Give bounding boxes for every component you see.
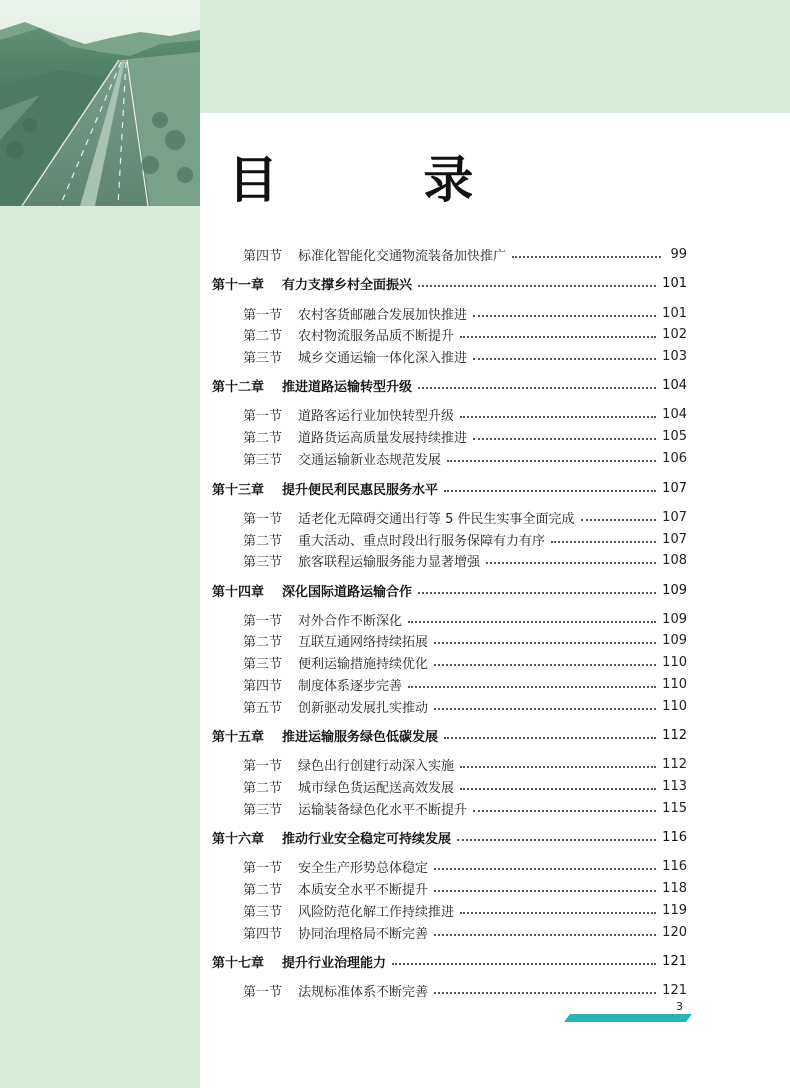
toc-section-row[interactable] bbox=[243, 426, 687, 446]
dot-leader bbox=[447, 460, 656, 462]
dot-leader bbox=[434, 934, 656, 936]
dot-leader bbox=[460, 336, 656, 338]
toc-entry-title: 推进运输服务绿色低碳发展 bbox=[282, 729, 439, 745]
toc-section-row[interactable] bbox=[243, 324, 687, 344]
toc-section-row[interactable] bbox=[243, 922, 687, 942]
toc-chapter-row[interactable] bbox=[212, 951, 687, 971]
dot-leader bbox=[581, 519, 657, 521]
dot-leader bbox=[473, 438, 656, 440]
toc-entry-label: 第一节 bbox=[243, 511, 283, 527]
toc-entry-page: 116 bbox=[662, 829, 687, 845]
dot-leader bbox=[434, 708, 656, 710]
toc-entry-page: 109 bbox=[662, 582, 687, 598]
toc-entry-title: 法规标准体系不断完善 bbox=[298, 984, 429, 1000]
toc-entry-title: 交通运输新业态规范发展 bbox=[298, 452, 442, 468]
toc-entry-title: 推进道路运输转型升级 bbox=[282, 379, 413, 395]
toc-entry-label: 第二节 bbox=[243, 780, 283, 796]
toc-entry-title: 协同治理格局不断完善 bbox=[298, 926, 429, 942]
toc-entry-page: 113 bbox=[662, 778, 687, 794]
dot-leader bbox=[408, 686, 656, 688]
dot-leader bbox=[473, 358, 656, 360]
toc-section-row[interactable] bbox=[243, 798, 687, 818]
toc-entry-page: 102 bbox=[662, 326, 687, 342]
toc-entry-page: 109 bbox=[662, 632, 687, 648]
toc-entry-page: 118 bbox=[662, 880, 687, 896]
toc-entry-label: 第十五章 bbox=[212, 729, 265, 745]
toc-entry-page: 116 bbox=[662, 858, 687, 874]
toc-entry-page: 106 bbox=[662, 450, 687, 466]
toc-entry-label: 第十一章 bbox=[212, 277, 265, 293]
toc-entry-label: 第一节 bbox=[243, 758, 283, 774]
toc-section-row[interactable] bbox=[243, 303, 687, 323]
toc-entry-page: 107 bbox=[662, 480, 687, 496]
toc-section-row[interactable] bbox=[243, 696, 687, 716]
toc-entry-title: 对外合作不断深化 bbox=[298, 613, 403, 629]
toc-section-row[interactable] bbox=[243, 529, 687, 549]
toc-section-row[interactable] bbox=[243, 404, 687, 424]
toc-entry-label: 第三节 bbox=[243, 350, 283, 366]
toc-chapter-row[interactable] bbox=[212, 375, 687, 395]
toc-entry-page: 105 bbox=[662, 428, 687, 444]
toc-entry-page: 104 bbox=[662, 406, 687, 422]
toc-chapter-row[interactable] bbox=[212, 580, 687, 600]
dot-leader bbox=[457, 839, 656, 841]
toc-chapter-row[interactable] bbox=[212, 273, 687, 293]
toc-entry-label: 第四节 bbox=[243, 248, 283, 264]
toc-entry-page: 104 bbox=[662, 377, 687, 393]
toc-entry-page: 103 bbox=[662, 348, 687, 364]
toc-entry-page: 107 bbox=[662, 531, 687, 547]
dot-leader bbox=[460, 788, 656, 790]
toc-entry-label: 第三节 bbox=[243, 904, 283, 920]
toc-entry-page: 99 bbox=[670, 246, 687, 262]
toc-entry-title: 便利运输措施持续优化 bbox=[298, 656, 429, 672]
dot-leader bbox=[434, 992, 656, 994]
toc-entry-page: 107 bbox=[662, 509, 687, 525]
page-number: 3 bbox=[676, 1000, 683, 1013]
toc-section-row[interactable] bbox=[243, 448, 687, 468]
toc-entry-page: 112 bbox=[662, 756, 687, 772]
toc-chapter-row[interactable] bbox=[212, 478, 687, 498]
toc-entry-label: 第二节 bbox=[243, 430, 283, 446]
dot-leader bbox=[418, 592, 656, 594]
toc-entry-label: 第十六章 bbox=[212, 831, 265, 847]
toc-entry-title: 创新驱动发展扎实推动 bbox=[298, 700, 429, 716]
toc-entry-label: 第一节 bbox=[243, 860, 283, 876]
dot-leader bbox=[434, 642, 656, 644]
toc-entry-title: 风险防范化解工作持续推进 bbox=[298, 904, 455, 920]
toc-section-row[interactable] bbox=[243, 550, 687, 570]
dot-leader bbox=[460, 912, 656, 914]
toc-entry-title: 重大活动、重点时段出行服务保障有力有序 bbox=[298, 533, 546, 549]
toc-entry-page: 115 bbox=[662, 800, 687, 816]
toc-entry-page: 110 bbox=[662, 676, 687, 692]
dot-leader bbox=[434, 890, 656, 892]
toc-entry-label: 第一节 bbox=[243, 307, 283, 323]
toc-section-row[interactable] bbox=[243, 878, 687, 898]
toc-entry-title: 城市绿色货运配送高效发展 bbox=[298, 780, 455, 796]
toc-entry-page: 119 bbox=[662, 902, 687, 918]
toc-entry-page: 110 bbox=[662, 698, 687, 714]
toc-entry-title: 提升便民利民惠民服务水平 bbox=[282, 482, 439, 498]
dot-leader bbox=[551, 541, 656, 543]
toc-entry-label: 第一节 bbox=[243, 408, 283, 424]
toc-entry-title: 本质安全水平不断提升 bbox=[298, 882, 429, 898]
toc-section-row[interactable] bbox=[243, 507, 687, 527]
toc-entry-title: 推动行业安全稳定可持续发展 bbox=[282, 831, 452, 847]
toc-entry-label: 第一节 bbox=[243, 613, 283, 629]
toc-entry-label: 第十七章 bbox=[212, 955, 265, 971]
toc-entry-label: 第二节 bbox=[243, 533, 283, 549]
toc-entry-label: 第二节 bbox=[243, 882, 283, 898]
dot-leader bbox=[473, 810, 656, 812]
dot-leader bbox=[408, 621, 656, 623]
toc-section-row[interactable] bbox=[243, 630, 687, 650]
toc-entry-label: 第五节 bbox=[243, 700, 283, 716]
toc-entry-label: 第四节 bbox=[243, 678, 283, 694]
toc-entry-title: 绿色出行创建行动深入实施 bbox=[298, 758, 455, 774]
toc-entry-title: 标准化智能化交通物流装备加快推广 bbox=[298, 248, 507, 264]
dot-leader bbox=[512, 256, 661, 258]
toc-entry-label: 第三节 bbox=[243, 656, 283, 672]
toc-section-row[interactable] bbox=[243, 244, 687, 264]
toc-entry-title: 互联互通网络持续拓展 bbox=[298, 634, 429, 650]
toc-entry-title: 有力支撑乡村全面振兴 bbox=[282, 277, 413, 293]
toc-entry-title: 农村物流服务品质不断提升 bbox=[298, 328, 455, 344]
toc-entry-title: 道路客运行业加快转型升级 bbox=[298, 408, 455, 424]
toc-entry-page: 120 bbox=[662, 924, 687, 940]
toc-entry-label: 第三节 bbox=[243, 554, 283, 570]
dot-leader bbox=[460, 766, 656, 768]
toc-entry-label: 第四节 bbox=[243, 926, 283, 942]
toc-entry-page: 101 bbox=[662, 275, 687, 291]
toc-section-row[interactable] bbox=[243, 856, 687, 876]
toc-entry-page: 112 bbox=[662, 727, 687, 743]
toc-entry-title: 适老化无障碍交通出行等 5 件民生实事全面完成 bbox=[298, 511, 575, 527]
toc-chapter-row[interactable] bbox=[212, 827, 687, 847]
toc-entry-label: 第十四章 bbox=[212, 584, 265, 600]
toc-section-row[interactable] bbox=[243, 980, 687, 1000]
toc-entry-label: 第二节 bbox=[243, 634, 283, 650]
toc-section-row[interactable] bbox=[243, 652, 687, 672]
dot-leader bbox=[444, 490, 656, 492]
toc-entry-title: 提升行业治理能力 bbox=[282, 955, 387, 971]
toc-entry-title: 深化国际道路运输合作 bbox=[282, 584, 413, 600]
footer-accent-bar bbox=[564, 1014, 692, 1022]
dot-leader bbox=[392, 963, 656, 965]
toc-entry-label: 第二节 bbox=[243, 328, 283, 344]
dot-leader bbox=[418, 387, 656, 389]
toc-entry-page: 121 bbox=[662, 953, 687, 969]
dot-leader bbox=[444, 737, 656, 739]
toc-section-row[interactable] bbox=[243, 754, 687, 774]
toc-section-row[interactable] bbox=[243, 346, 687, 366]
toc-entry-label: 第一节 bbox=[243, 984, 283, 1000]
dot-leader bbox=[473, 315, 656, 317]
dot-leader bbox=[486, 562, 656, 564]
toc-entry-page: 110 bbox=[662, 654, 687, 670]
toc-entry-title: 旅客联程运输服务能力显著增强 bbox=[298, 554, 481, 570]
toc-entry-label: 第三节 bbox=[243, 452, 283, 468]
toc-entry-title: 城乡交通运输一体化深入推进 bbox=[298, 350, 468, 366]
toc-entry-title: 道路货运高质量发展持续推进 bbox=[298, 430, 468, 446]
dot-leader bbox=[434, 868, 656, 870]
toc-entry-page: 108 bbox=[662, 552, 687, 568]
toc-chapter-row[interactable] bbox=[212, 725, 687, 745]
toc-section-row[interactable] bbox=[243, 776, 687, 796]
toc-entry-page: 101 bbox=[662, 305, 687, 321]
dot-leader bbox=[418, 285, 656, 287]
toc-section-row[interactable] bbox=[243, 674, 687, 694]
toc-entry-page: 121 bbox=[662, 982, 687, 998]
toc-section-row[interactable] bbox=[243, 609, 687, 629]
toc-entry-label: 第十二章 bbox=[212, 379, 265, 395]
toc-entry-title: 运输装备绿色化水平不断提升 bbox=[298, 802, 468, 818]
dot-leader bbox=[434, 664, 656, 666]
toc-entry-label: 第十三章 bbox=[212, 482, 265, 498]
toc-entry-label: 第三节 bbox=[243, 802, 283, 818]
toc-entry-page: 109 bbox=[662, 611, 687, 627]
dot-leader bbox=[460, 416, 656, 418]
page-title: 目 录 bbox=[228, 151, 538, 209]
toc-entry-title: 农村客货邮融合发展加快推进 bbox=[298, 307, 468, 323]
toc-entry-title: 安全生产形势总体稳定 bbox=[298, 860, 429, 876]
toc-entry-title: 制度体系逐步完善 bbox=[298, 678, 403, 694]
toc-section-row[interactable] bbox=[243, 900, 687, 920]
